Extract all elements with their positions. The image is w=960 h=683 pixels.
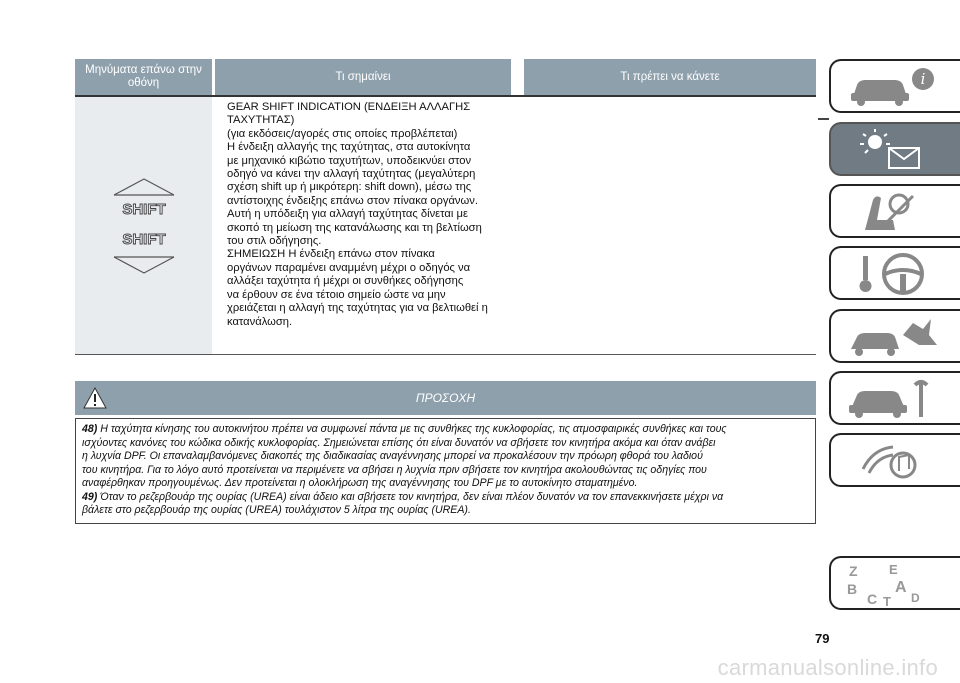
warning-light-message-icon [843,128,943,172]
header-action: Τι πρέπει να κάνετε [524,59,816,95]
seat-airbag-icon [843,190,943,234]
note-48-number: 48) [82,423,98,435]
table-bottom-line [75,354,816,355]
note-49-number: 49) [82,490,98,503]
message-cell [75,97,212,354]
note-48-line: Η ταχύτητα κίνησης του αυτοκινήτου πρέπει να συμφωνεί πάντα με τις συνθήκες της κυκλοφορίας, τις ατμοσφαιρικές συνθήκες και τους [97,423,727,435]
note-48 [76,419,815,491]
meaning-line: αντίστοιχης ένδειξης επάνω στον πίνακα οργάνων. [227,194,478,207]
sidebar-tab-warning-lights[interactable] [829,122,960,176]
note-49-line: Όταν το ρεζερβουάρ της ουρίας (UREA) είναι άδειο και σβήσετε τον κινητήρα, δεν είναι πλέον δυνατόν να τον επανεκκινήσετε μέχρι να [97,490,724,503]
svg-text:C: C [867,591,878,606]
note-48-text [82,423,727,489]
meaning-line: κατανάλωση. [227,315,293,328]
header-messages: Μηνύματα επάνω στην οθόνη [75,59,212,95]
sidebar-tab-car-info[interactable] [829,59,960,113]
meaning-line: (για εκδόσεις/αγορές στις οποίες προβλέπεται) [227,127,458,140]
tab-separator [818,118,829,120]
svg-text:Z: Z [849,563,858,579]
page-number: 79 [815,631,830,646]
car-maintenance-icon [843,377,943,421]
note-48-line: του κινητήρα. Για το λόγο αυτό προτείνεται να περιμένετε να σβήσει η λυχνία πριν σβήσετε τον κινητήρα ακολουθώντας τις οδηγίες που [82,463,707,476]
warning-header [75,381,816,415]
info-table [75,59,816,354]
note-49-line: βάλετε στο ρεζερβουάρ της ουρίας (UREA) τουλάχιστον 5 λίτρα της ουρίας (UREA). [82,504,471,516]
car-info-icon [843,65,943,109]
sidebar-tab-maintenance[interactable] [829,371,960,425]
multimedia-icon [843,439,943,483]
meaning-line: του στιλ οδήγησης. [227,235,322,248]
meaning-line: ΣΗΜΕΙΩΣΗ Η ένδειξη επάνω στον πίνακα [227,248,435,261]
svg-text:T: T [883,594,891,606]
svg-text:i: i [920,70,926,88]
meaning-line: GEAR SHIFT INDICATION (ΕΝΔΕΙΞΗ ΑΛΛΑΓΗΣ [227,101,471,113]
header-meaning: Τι σημαίνει [215,59,511,95]
car-crash-icon [843,315,943,359]
sidebar-tab-starting[interactable] [829,246,960,300]
note-49-text [82,491,723,517]
sidebar-tab-safety[interactable] [829,184,960,238]
svg-text:A: A [895,579,907,596]
meaning-line: σχέση shift up ή μικρότερη: shift down), μέσω της [227,181,472,194]
meaning-line: χρειάζεται η αλλαγή της ταχύτητας για να βελτιωθεί η [227,302,488,315]
warning-body [75,418,816,524]
warning-title: ΠΡΟΣΟΧΗ [415,391,476,405]
meaning-line: οδηγό να κάνει την αλλαγή ταχύτητας (μεγαλύτερη [227,168,476,181]
shift-up-label: SHIFT [122,201,166,218]
meaning-cell [215,97,511,354]
meaning-line: ΤΑΧΥΤΗΤΑΣ) [227,114,295,127]
note-48-line: αναφέρθηκαν προηγουμένως. Δεν προτείνεται η ολοκλήρωση της αναγέννησης του DPF με το αυτοκίνητο σταματημένο. [82,477,638,489]
svg-text:B: B [847,581,858,597]
meaning-line: Αυτή η υπόδειξη για αλλαγή ταχύτητας δίνεται με [227,208,468,221]
meaning-line: να έρθουν σε ένα τέτοιο σημείο ώστε να μην [227,288,446,301]
alphabetical-index-icon [843,562,943,606]
meaning-line: οργάνων παραμένει αναμμένη μέχρι ο οδηγός να [227,261,471,274]
svg-text:E: E [889,562,898,577]
meaning-text [227,101,517,329]
note-48-line: η λυχνία DPF. Οι επαναλαμβανόμενες διακοπές της διαδικασίας αναγέννησης μπορεί να προκαλέσουν την πρόωρη φθορά του λαδιού [82,450,703,462]
sidebar-tab-multimedia[interactable] [829,433,960,487]
meaning-line: Η ένδειξη αλλαγής της ταχύτητας, στα αυτοκίνητα [227,141,471,154]
meaning-line: σκοπό τη μείωση της κατανάλωσης και τη βελτίωση [227,221,482,234]
shift-up-down-icon [109,177,179,277]
note-49 [76,491,815,518]
sidebar-tab-index[interactable] [829,556,960,610]
shift-down-label: SHIFT [122,231,166,248]
watermark: carmanualsonline.info [717,655,938,680]
meaning-line: με μηχανικό κιβώτιο ταχυτήτων, υποδεικνύει στον [227,154,472,167]
svg-text:D: D [911,591,920,605]
steering-key-icon [843,252,943,296]
note-48-line: ισχύοντες κανόνες του κώδικα οδικής κυκλοφορίας. Σημειώνεται επίσης ότι είναι δυνατόν να σβήσετε τον κινητήρα ακόμα και όταν ανάβει [82,436,716,449]
meaning-line: αλλάξει ταχύτητα ή μέχρι οι συνθήκες οδήγησης [227,275,464,288]
sidebar-tab-emergency[interactable] [829,309,960,363]
